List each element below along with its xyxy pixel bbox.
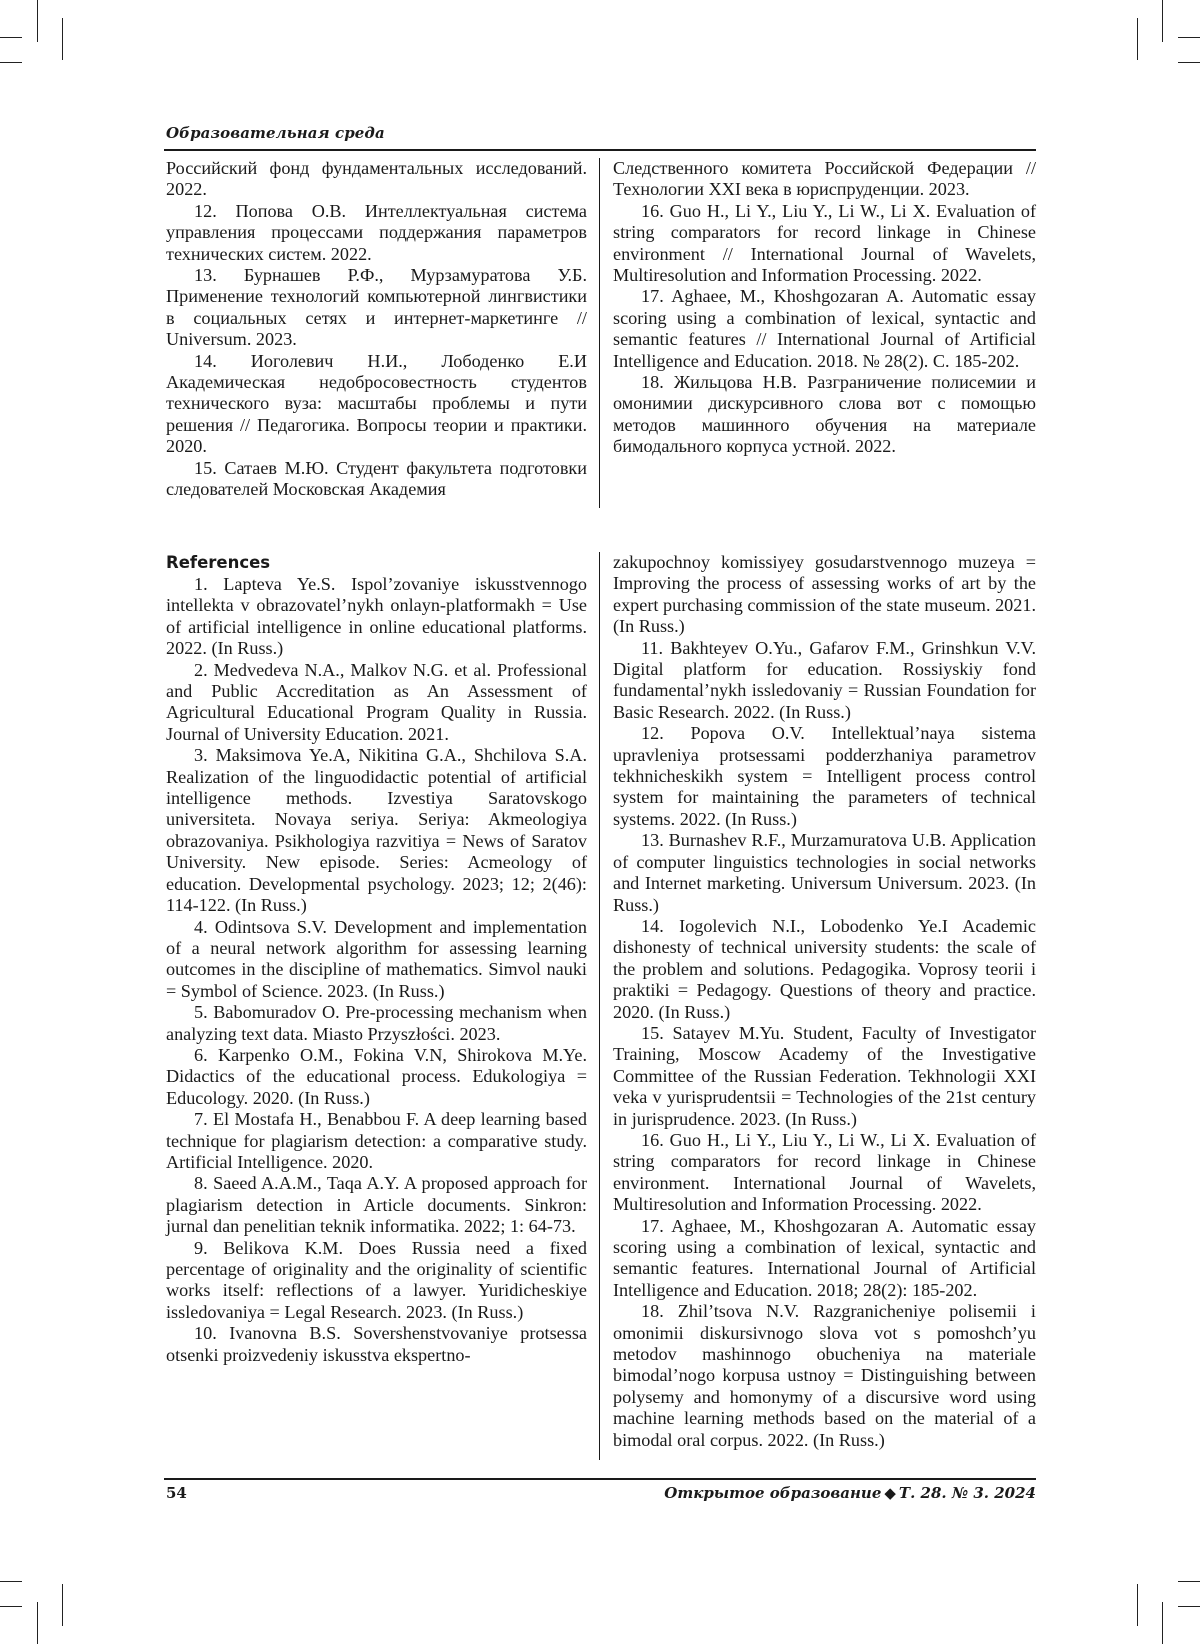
crop-mark (62, 1584, 63, 1626)
running-head: Образовательная среда (166, 124, 385, 142)
page-number: 54 (166, 1484, 187, 1502)
reference-item: 16. Guo H., Li Y., Liu Y., Li W., Li X. Evaluation of string comparators for record linkage in Chinese environment. International Journal of Wavelets, Multiresolution and Information Processing. 2022. (613, 1129, 1036, 1215)
journal-name: Открытое образование (664, 1484, 882, 1502)
references-heading: References (166, 553, 271, 572)
reference-item: 15. Сатаев М.Ю. Студент факультета подготовки следователей Московская Академия (166, 457, 587, 500)
crop-mark (1162, 1602, 1163, 1644)
reference-item: 10. Ivanovna B.S. Sovershenstvovaniye protsessa otsenki proizvedeniy iskusstva ekspertno- (166, 1323, 587, 1365)
crop-mark (1178, 1606, 1200, 1607)
crop-mark (37, 0, 38, 42)
footer-rule (164, 1478, 1036, 1480)
crop-mark (37, 1602, 38, 1644)
reference-item: 7. El Mostafa H., Benabbou F. A deep learning based technique for plagiarism detection: a comparative study. Artificial Intelligence. 2020. (166, 1109, 587, 1172)
crop-mark (1137, 1584, 1138, 1626)
reference-item: 1. Lapteva Ye.S. Ispol’zovaniye iskusstvennogo intellekta v obrazovatel’nykh onlayn-platformakh = Use of artificial intelligence in online educational platforms. 2022. (In Russ.) (166, 574, 587, 659)
reference-item: zakupochnoy komissiyey gosudarstvennogo muzeya = Improving the process of assessing works of art by the expert purchasing commission of the state museum. 2021. (In Russ.) (613, 552, 1036, 637)
reference-item: 18. Zhil’tsova N.V. Razgranicheniye polisemii i omonimii diskursivnogo slova vot s pomoshch’yu metodov mashinnogo obucheniya na materiale bimodal’nogo korpusa ustnoy = Distinguishing between polysemy and homonymy of a discursive word using machine learning methods based on the material of a bimodal oral corpus. 2022. (In Russ.) (613, 1301, 1036, 1450)
reference-item: Российский фонд фундаментальных исследований. 2022. (166, 158, 587, 200)
crop-mark (0, 1606, 22, 1607)
reference-item: 15. Satayev M.Yu. Student, Faculty of Investigator Training, Moscow Academy of the Investigative Committee of the Russian Federation. Tekhnologii XXI veka v yurisprudentsii = Technologies of the 21st century in jurisprudence. 2023. (In Russ.) (613, 1022, 1036, 1129)
column-divider (599, 552, 600, 1460)
russian-refs-right-column (613, 158, 1036, 458)
references-right-column (613, 552, 1036, 1451)
reference-item: 14. Iogolevich N.I., Lobodenko Ye.I Academic dishonesty of technical university students: the scale of the problem and solutions. Pedagogika. Voprosy teorii i praktiki = Pedagogy. Questions of theory and practice. 2020. (In Russ.) (613, 915, 1036, 1022)
journal-footer (664, 1484, 1036, 1502)
crop-mark (1178, 1581, 1200, 1582)
reference-item: 9. Belikova K.M. Does Russia need a fixed percentage of originality and the originality of scientific works itself: reflections of a lawyer. Yuridicheskiye issledovaniya = Legal Research. 2023. (In Russ.) (166, 1237, 587, 1322)
reference-item: 5. Babomuradov O. Pre-processing mechanism when analyzing text data. Miasto Przyszłości. 2023. (166, 1002, 587, 1044)
reference-item: 2. Medvedeva N.A., Malkov N.G. et al. Professional and Public Accreditation as An Assessment of Agricultural Educational Program Quality in Russia. Journal of University Education. 2021. (166, 659, 587, 744)
reference-item: 6. Karpenko O.M., Fokina V.N, Shirokova M.Ye. Didactics of the educational process. Edukologiya = Educology. 2020. (In Russ.) (166, 1044, 587, 1108)
reference-item: 12. Popova O.V. Intellektual’naya sistema upravleniya protsessami podderzhaniya parametrov tekhnicheskikh system = Intelligent process control system for maintaining the parameters of technical systems. 2022. (In Russ.) (613, 723, 1036, 829)
reference-item: 14. Иоголевич Н.И., Лободенко Е.И Академическая недобросовестность студентов технического вуза: масштабы проблемы и пути решения // Педагогика. Вопросы теории и практики. 2020. (166, 350, 587, 457)
reference-item: 4. Odintsova S.V. Development and implementation of a neural network algorithm for assessing learning outcomes in the discipline of mathematics. Simvol nauki = Symbol of Science. 2023. (In Russ.) (166, 916, 587, 1001)
crop-mark (62, 18, 63, 60)
reference-item: 17. Aghaee, M., Khoshgozaran A. Automatic essay scoring using a combination of lexical, syntactic and semantic features. International Journal of Artificial Intelligence and Education. 2018; 28(2): 185-202. (613, 1215, 1036, 1300)
crop-mark (1162, 0, 1163, 42)
crop-mark (0, 62, 22, 63)
reference-item: 3. Maksimova Ye.A, Nikitina G.A., Shchilova S.A. Realization of the linguodidactic potential of artificial intelligence methods. Izvestiya Saratovskogo universiteta. Novaya seriya. Seriya: Akmeologiya obrazovaniya. Psikhologiya razvitiya = News of Saratov University. New episode. Series: Acmeology of education. Developmental psychology. 2023; 12; 2(46): 114-122. (In Russ.) (166, 745, 587, 916)
reference-item: 11. Bakhteyev O.Yu., Gafarov F.M., Grinshkun V.V. Digital platform for education. Rossiyskiy fond fundamental’nykh issledovaniy = Russian Foundation for Basic Research. 2022. (In Russ.) (613, 637, 1036, 722)
references-left-column (166, 552, 587, 1366)
header-rule (164, 149, 1036, 151)
reference-item: Следственного комитета Российской Федерации // Технологии XXI века в юриспруденции. 2023. (613, 158, 1036, 200)
crop-mark (1178, 37, 1200, 38)
crop-mark (0, 37, 22, 38)
crop-mark (0, 1581, 22, 1582)
russian-refs-left-column (166, 158, 587, 501)
crop-mark (1178, 62, 1200, 63)
reference-item: 16. Guo H., Li Y., Liu Y., Li W., Li X. Evaluation of string comparators for record linkage in Chinese environment // International Journal of Wavelets, Multiresolution and Information Processing. 2022. (613, 200, 1036, 286)
reference-item: 18. Жильцова Н.В. Разграничение полисемии и омонимии дискурсивного слова вот с помощью методов машинного обучения на материале бимодального корпуса устной. 2022. (613, 372, 1036, 457)
crop-mark (1137, 18, 1138, 60)
reference-item: 8. Saeed A.A.M., Taqa A.Y. A proposed approach for plagiarism detection in Article documents. Sinkron: jurnal dan penelitian teknik informatika. 2022; 1: 64-73. (166, 1173, 587, 1237)
reference-item: 13. Бурнашев Р.Ф., Мурзамуратова У.Б. Применение технологий компьютерной лингвистики в социальных сетях и интернет-маркетинге // Universum. 2023. (166, 265, 587, 350)
reference-item: 13. Burnashev R.F., Murzamuratova U.B. Application of computer linguistics technologies in social networks and Internet marketing. Universum Universum. 2023. (In Russ.) (613, 830, 1036, 915)
diamond-icon: ◆ (884, 1484, 896, 1502)
journal-issue: Т. 28. № 3. 2024 (898, 1484, 1036, 1502)
column-divider (599, 158, 600, 508)
reference-item: 17. Aghaee, M., Khoshgozaran A. Automatic essay scoring using a combination of lexical, syntactic and semantic features // International Journal of Artificial Intelligence and Education. 2018. № 28(2). С. 185-202. (613, 286, 1036, 371)
reference-item: 12. Попова О.В. Интеллектуальная система управления процессами поддержания параметров технических систем. 2022. (166, 200, 587, 264)
